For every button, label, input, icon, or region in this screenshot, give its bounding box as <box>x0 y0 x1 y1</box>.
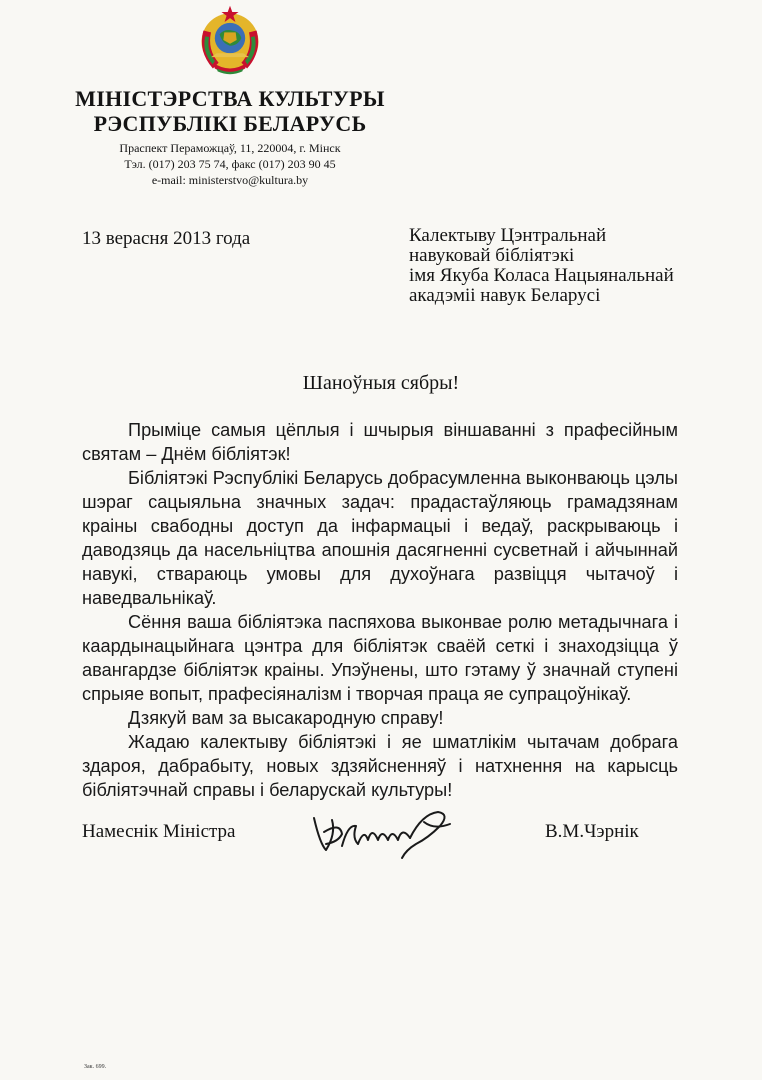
ministry-name-line1: МІНІСТЭРСТВА КУЛЬТУРЫ <box>75 86 385 111</box>
body-paragraph: Бібліятэкі Рэспублікі Беларусь добрасумленна выконваюць цэлы шэраг сацыяльна значных задач: прадастаўляюць грамадзянам краіны свабодны доступ да інфармацыі і ведаў, раскрываюць і даводзяць да насельніцтва апошнія дасягненні сусветнай і айчыннай навукі, ствараюць умовы для духоўнага развіцця чытачоў і наведвальнікаў. <box>82 468 678 608</box>
body-paragraph: Дзякуй вам за высакародную справу! <box>128 708 444 728</box>
order-number: Зак. 699. <box>84 1064 107 1070</box>
body-paragraph: Прыміце самыя цёплыя і шчырыя віншаванні з прафесійным святам – Днём бібліятэк! <box>82 420 678 464</box>
ministry-name-line2: РЭСПУБЛІКІ БЕЛАРУСЬ <box>93 111 367 136</box>
ministry-email: e-mail: ministerstvo@kultura.by <box>151 173 309 187</box>
ministry-phone-fax: Тэл. (017) 203 75 74, факс (017) 203 90 45 <box>124 157 336 171</box>
body-paragraph: Жадаю калектыву бібліятэкі і яе шматлікім чытачам добрага здароя, дабрабыту, новых здзяйсненняў і натхнення на карысць бібліятэчнай справы і беларускай культуры! <box>82 732 678 800</box>
signatory-name: В.М.Чэрнік <box>545 821 639 842</box>
ministry-address: Праспект Пераможцаў, 11, 220004, г. Мінск <box>119 141 341 155</box>
letter-body <box>82 418 678 802</box>
handwritten-signature-icon <box>306 804 458 862</box>
addressee-line: Калектыву Цэнтральнай <box>409 225 607 246</box>
addressee-block <box>409 226 674 306</box>
body-paragraph: Сёння ваша бібліятэка паспяхова выконвае ролю метадычнага і каардынацыйнага цэнтра для бібліятэк сваёй сеткі і знаходзіцца ў авангардзе бібліятэк краіны. Упэўнены, што гэтаму ў значнай ступені спрыяе вопыт, прафесіяналізм і творчая праца яе супрацоўнікаў. <box>82 612 678 704</box>
signatory-title: Намеснік Міністра <box>82 821 236 842</box>
letter-date: 13 верасня 2013 года <box>82 228 251 249</box>
addressee-line: акадэміі навук Беларусі <box>409 285 601 306</box>
addressee-line: імя Якуба Коласа Нацыянальнай <box>409 265 674 286</box>
salutation: Шаноўныя сябры! <box>302 372 460 394</box>
addressee-line: навуковай бібліятэкі <box>409 245 575 266</box>
state-emblem-icon <box>192 2 268 78</box>
